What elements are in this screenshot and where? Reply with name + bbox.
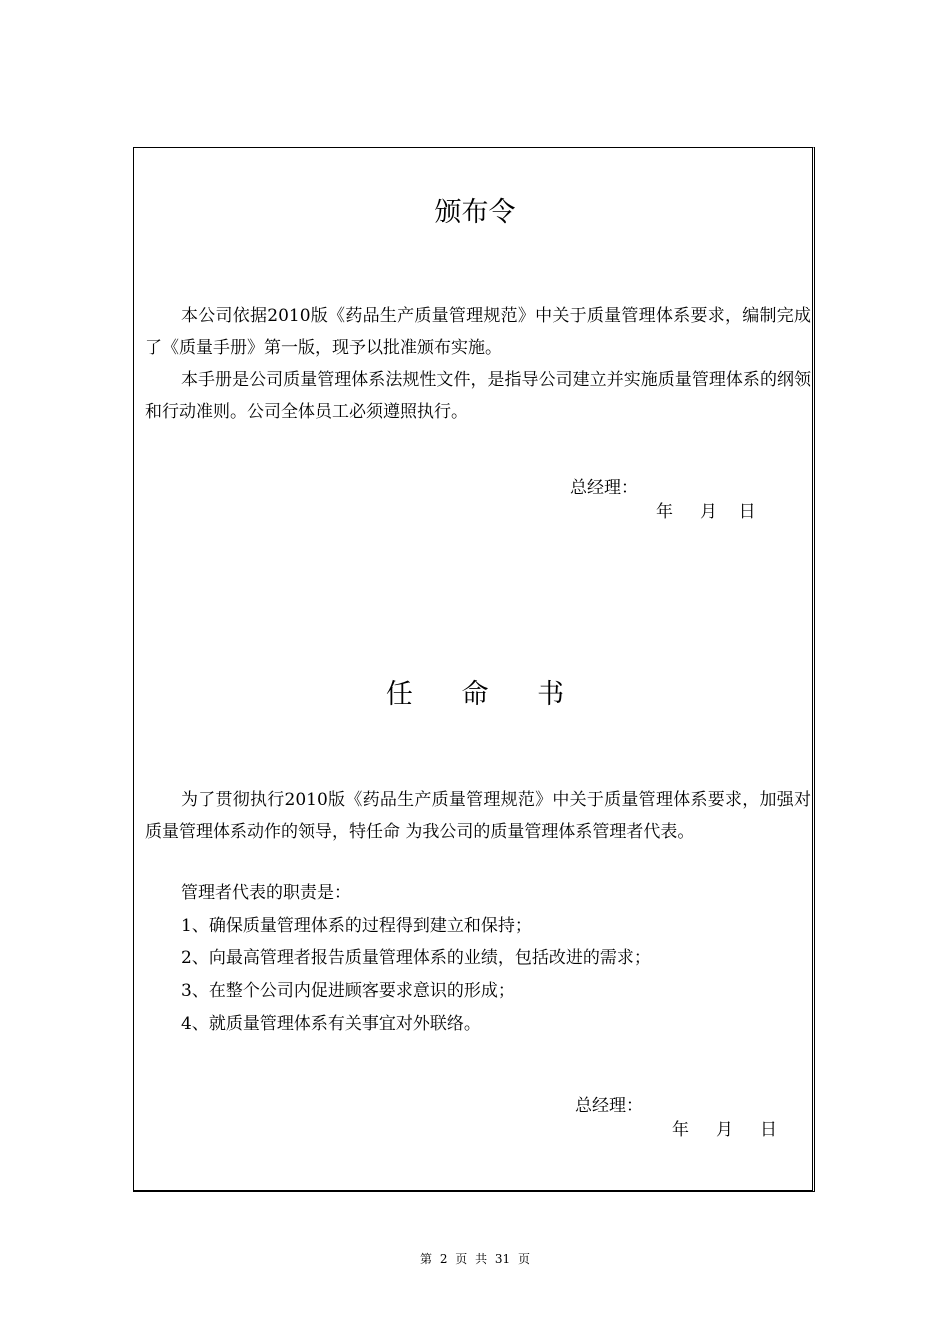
duties-heading: 管理者代表的职责是： xyxy=(181,883,351,903)
appointment-paragraph-1: 为了贯彻执行2010版《药品生产质量管理规范》中关于质量管理体系要求，加强对质量管理体系动作的领导，特任命 为我公司的质量管理体系管理者代表。 xyxy=(145,790,811,842)
appointment-title: 任 命 书 xyxy=(385,679,585,710)
duty-item-2: 2、向最高管理者报告质量管理体系的业绩，包括改进的需求； xyxy=(181,948,651,968)
decree-paragraph-1: 本公司依据2010版《药品生产质量管理规范》中关于质量管理体系要求，编制完成了《质量手册》第一版，现予以批准颁布实施。 xyxy=(145,306,811,358)
decree-title: 颁布令 xyxy=(434,197,516,228)
decree-paragraph-2: 本手册是公司质量管理体系法规性文件，是指导公司建立并实施质量管理体系的纲领和行动准则。公司全体员工必须遵照执行。 xyxy=(145,370,811,422)
duty-item-4: 4、就质量管理体系有关事宜对外联络。 xyxy=(181,1014,481,1034)
page-number-footer: 第 2 页 共 31 页 xyxy=(420,1252,530,1266)
duty-item-1: 1、确保质量管理体系的过程得到建立和保持； xyxy=(181,916,532,936)
decree-signer-label: 总经理： xyxy=(570,478,638,498)
decree-date-line: 年 月 日 xyxy=(656,502,756,522)
appointment-signer-label: 总经理： xyxy=(575,1096,643,1116)
duty-item-3: 3、在整个公司内促进顾客要求意识的形成； xyxy=(181,981,515,1001)
appointment-date-line: 年 月 日 xyxy=(672,1120,778,1140)
